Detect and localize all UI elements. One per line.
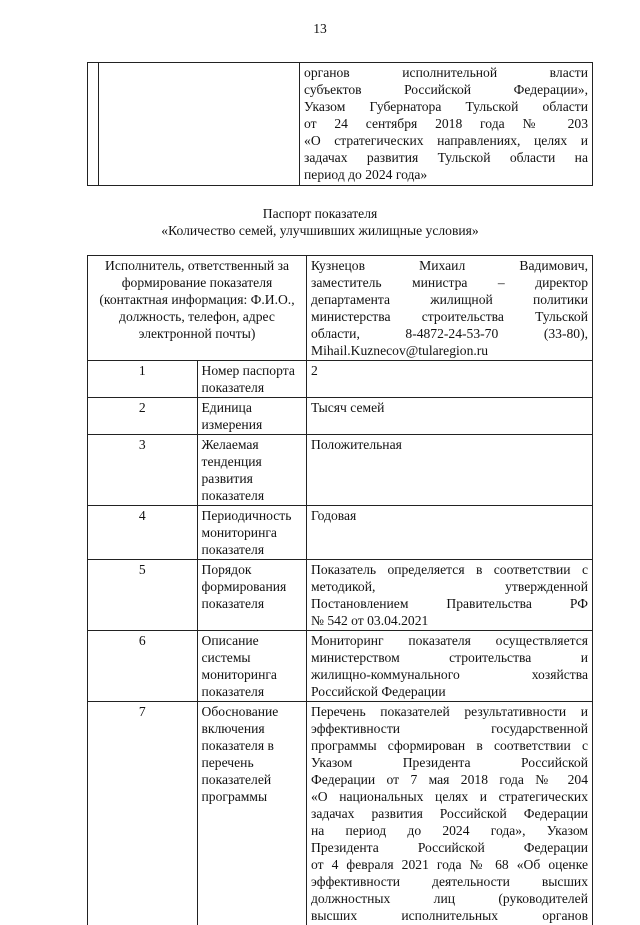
executor-value-line: заместитель министра – директор xyxy=(311,274,588,291)
executor-label-line: Исполнитель, ответственный за xyxy=(92,257,302,274)
row-number: 3 xyxy=(88,435,198,506)
row-number: 7 xyxy=(88,702,198,925)
table-row xyxy=(88,361,593,398)
continuation-line: органов исполнительной власти xyxy=(304,64,588,81)
row-value-cell xyxy=(307,361,593,398)
executor-value-line: Mihail.Kuznecov@tularegion.ru xyxy=(311,342,588,359)
row-value-cell xyxy=(307,398,593,435)
continuation-line: от 24 сентября 2018 года № 203 xyxy=(304,115,588,132)
row-value-cell xyxy=(307,435,593,506)
continuation-row xyxy=(88,63,593,186)
row-label-line: показателя xyxy=(202,595,303,612)
continuation-num-cell xyxy=(88,63,99,186)
row-label-line: Описание системы xyxy=(202,632,303,666)
continuation-label-cell xyxy=(99,63,300,186)
row-value-cell xyxy=(307,702,593,925)
row-label-line: Периодичность мониторинга xyxy=(202,507,303,541)
row-label-line: Порядок формирования xyxy=(202,561,303,595)
row-value-line: Тысяч семей xyxy=(311,399,588,416)
row-value-line: на период до 2024 года», Указом xyxy=(311,822,588,839)
row-value-cell xyxy=(307,506,593,560)
executor-label-cell xyxy=(88,256,307,361)
row-label-line: Номер паспорта показателя xyxy=(202,362,303,396)
row-value-line: Мониторинг показателя осуществляется xyxy=(311,632,588,649)
row-value-line: методикой, утвержденной xyxy=(311,578,588,595)
row-value-line: высших исполнительных органов xyxy=(311,907,588,924)
row-label-cell xyxy=(197,506,307,560)
row-value-line: Годовая xyxy=(311,507,588,524)
row-number: 6 xyxy=(88,631,198,702)
page-number: 13 xyxy=(0,20,640,37)
row-value-line: Российской Федерации xyxy=(311,683,588,700)
continuation-line: Указом Губернатора Тульской области xyxy=(304,98,588,115)
table-row xyxy=(88,398,593,435)
row-value-cell xyxy=(307,560,593,631)
row-value-line: Указом Президента Российской xyxy=(311,754,588,771)
row-label-line: Обоснование включения xyxy=(202,703,303,737)
table-row xyxy=(88,435,593,506)
row-value-line: «О национальных целях и стратегических xyxy=(311,788,588,805)
row-label-line: показателя xyxy=(202,541,303,558)
row-value-line: от 4 февраля 2021 года № 68 «Об оценке xyxy=(311,856,588,873)
continuation-table xyxy=(87,62,593,186)
row-value-cell xyxy=(307,631,593,702)
row-label-line: Единица измерения xyxy=(202,399,303,433)
row-value-line: программы сформирован в соответствии с xyxy=(311,737,588,754)
executor-row xyxy=(88,256,593,361)
row-label-cell xyxy=(197,702,307,925)
passport-title-line: Паспорт показателя xyxy=(0,205,640,222)
passport-title xyxy=(0,205,640,239)
executor-label-line: формирование показателя xyxy=(92,274,302,291)
row-value-line: эффективности государственной xyxy=(311,720,588,737)
indicator-passport-table xyxy=(87,255,593,925)
row-label-line: Желаемая тенденция развития xyxy=(202,436,303,487)
row-label-cell xyxy=(197,560,307,631)
table-row xyxy=(88,560,593,631)
row-label-cell xyxy=(197,361,307,398)
executor-value-line: области, 8-4872-24-53-70 (33-80), xyxy=(311,325,588,342)
table-row xyxy=(88,702,593,925)
row-value-line: Показатель определяется в соответствии с xyxy=(311,561,588,578)
continuation-line: «О стратегических направлениях, целях и xyxy=(304,132,588,149)
row-value-line: Постановлением Правительства РФ xyxy=(311,595,588,612)
executor-label-line: (контактная информация: Ф.И.О., xyxy=(92,291,302,308)
row-value-line: Перечень показателей результативности и xyxy=(311,703,588,720)
executor-value-cell xyxy=(307,256,593,361)
row-number: 5 xyxy=(88,560,198,631)
row-label-line: мониторинга показателя xyxy=(202,666,303,700)
continuation-line: задачах развития Тульской области на xyxy=(304,149,588,166)
continuation-line: субъектов Российской Федерации», xyxy=(304,81,588,98)
row-number: 2 xyxy=(88,398,198,435)
table-row xyxy=(88,506,593,560)
row-value-line: эффективности деятельности высших xyxy=(311,873,588,890)
row-value-line: задачах развития Российской Федерации xyxy=(311,805,588,822)
executor-label-line: должность, телефон, адрес xyxy=(92,308,302,325)
row-value-line: Положительная xyxy=(311,436,588,453)
passport-subtitle-line: «Количество семей, улучшивших жилищные условия» xyxy=(0,222,640,239)
row-number: 4 xyxy=(88,506,198,560)
table-row xyxy=(88,631,593,702)
row-label-cell xyxy=(197,435,307,506)
row-value-line: 2 xyxy=(311,362,588,379)
row-label-cell xyxy=(197,398,307,435)
executor-value-line: министерства строительства Тульской xyxy=(311,308,588,325)
row-value-line: Президента Российской Федерации xyxy=(311,839,588,856)
row-label-line: показателя xyxy=(202,487,303,504)
executor-value-line: департамента жилищной политики xyxy=(311,291,588,308)
row-value-line: жилищно-коммунального хозяйства xyxy=(311,666,588,683)
row-value-line: министерством строительства и xyxy=(311,649,588,666)
continuation-value-cell xyxy=(300,63,593,186)
row-value-line: должностных лиц (руководителей xyxy=(311,890,588,907)
executor-label-line: электронной почты) xyxy=(92,325,302,342)
row-label-line: показателей программы xyxy=(202,771,303,805)
row-value-line: № 542 от 03.04.2021 xyxy=(311,612,588,629)
continuation-line: период до 2024 года» xyxy=(304,166,588,183)
row-value-line: Федерации от 7 мая 2018 года № 204 xyxy=(311,771,588,788)
row-label-cell xyxy=(197,631,307,702)
executor-value-line: Кузнецов Михаил Вадимович, xyxy=(311,257,588,274)
row-label-line: показателя в перечень xyxy=(202,737,303,771)
row-number: 1 xyxy=(88,361,198,398)
